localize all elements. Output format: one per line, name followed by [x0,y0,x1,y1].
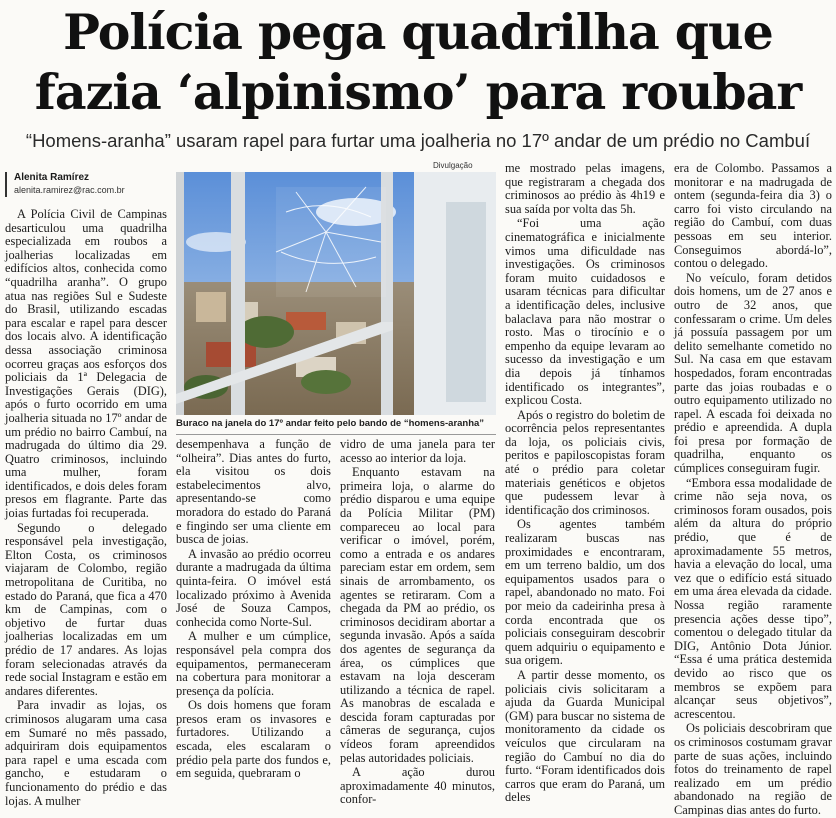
article-column-4 [505,161,665,805]
paragraph: Os dois homens que foram presos eram os invasores e furtadores. Utilizando a escada, eles escalaram o prédio pela parte dos fundos e, em seguida, quebraram o [176,698,331,781]
paragraph: A ação durou aproximadamente 40 minutos, confor- [340,765,495,807]
photo-credit: Divulgação [433,161,473,170]
article-column-2 [176,438,331,792]
headline [0,2,836,122]
paragraph: A mulher e um cúmplice, responsável pela compra dos equipamentos, permaneceram na cobertura para monitorar a presença da polícia. [176,629,331,698]
paragraph: Enquanto estavam na primeira loja, o alarme do prédio disparou e uma equipe da Polícia Militar (PM) compareceu ao local para verificar o imóvel, porém, como a entrada e os andares pareciam estar em ordem, sem sinais de arrombamento, os agentes se retiraram. Com a chegada da PM ao prédio, os criminosos decidiram abortar a segunda invasão. Após a saída dos agentes de segurança da área, os cúmplices que estavam na loja desceram utilizando a técnica de rapel. As manobras de escalada e descida foram capturadas por câmeras de segurança, cujos vídeos foram apreendidos pelas autoridades policiais. [340,465,495,765]
article-column-5 [674,161,832,817]
paragraph: me mostrado pelas imagens, que registraram a chegada dos criminosos ao prédio às 4h19 e sua saída por volta das 5h. [505,161,665,216]
paragraph: Para invadir as lojas, os criminosos alugaram uma casa em Sumaré no mês passado, adquiriram dois equipamentos para rapel e uma escada com gancho, e estudaram o funcionamento do prédio e das lojas. A mulher [5,698,167,808]
paragraph: A Polícia Civil de Campinas desarticulou uma quadrilha especializada em roubos a joalherias localizadas em edifícios altos, conhecida como “quadrilha aranha”. O grupo atua nas regiões Sul e Sudeste do Brasil, utilizando escadas para escalar e rapel para descer dos locais alvo. A identificação dessa associação criminosa ocorreu graças aos esforços dos policiais da 1ª Delegacia de Investigações Gerais (DIG), após o furto ocorrido em uma joalheria situada no 17º andar de um prédio no bairro Cambuí, na madrugada do último dia 29. Quatro criminosos, incluindo uma mulher, foram identificados, e dois deles foram presos em flagrante. Parte das joias furtadas foi recuperada. [5,207,167,521]
article-column-3 [340,437,495,807]
paragraph: No veículo, foram detidos dois homens, um de 27 anos e outro de 32 anos, que confessaram o crime. Um deles já possuía passagem por um delito semelhante cometido no Sul. Na casa em que estavam hospedados, foram encontradas parte das joias roubadas e o outro equipamento utilizado no rapel. A escada foi deixada no prédio e apreendida. A dupla foi presa por formação de quadrilha, enquanto os cúmplices conseguiram fugir. [674,270,832,476]
paragraph: “Foi uma ação cinematográfica e inicialmente vimos uma dificuldade nas investigações. Os criminosos foram muito cuidadosos e usaram técnicas para dificultar a identificação deles, inclusive balaclava para não mostrar o rosto. Mas o tirocínio e o empenho da equipe levaram ao sucesso da investigação e um dia depois já tínhamos identificado os integrantes”, explicou Costa. [505,216,665,408]
paragraph: A invasão ao prédio ocorreu durante a madrugada da última quinta-feira. O imóvel está localizado próximo à Avenida José de Souza Campos, conhecida como Norte-Sul. [176,546,331,629]
headline-line-2: fazia ‘alpinismo’ para roubar [34,63,802,121]
paragraph: Segundo o delegado responsável pela investigação, Elton Costa, os criminosos viajaram de Colombo, região metropolitana de Curitiba, no estado do Paraná, que fica a 470 km de Campinas, com o objetivo de furtar duas joalherias localizadas em um prédio de 17 andares. As lojas foram selecionadas através da rede social Instagram e estão em andares diferentes. [5,520,167,698]
photo-broken-window-illustration [176,172,496,415]
caption-divider [176,434,496,435]
article-photo [176,172,496,415]
paragraph: desempenhava a função de “olheira”. Dias antes do furto, ela visitou os dois estabelecimentos alvo, apresentando-se como moradora do estado do Paraná e fingindo ser uma cliente em busca de joias. [176,437,331,547]
headline-line-1: Polícia pega quadrilha que [63,3,773,61]
byline [5,172,173,197]
paragraph: vidro de uma janela para ter acesso ao interior da loja. [340,437,495,465]
paragraph: Após o registro do boletim de ocorrência pelos representantes da loja, os policiais civis, peritos e papiloscopistas foram até o prédio para coletar materiais genéticos e objetos que pudessem levar à identificação dos criminosos. [505,407,665,517]
paragraph: “Embora essa modalidade de crime não seja nova, os criminosos foram ousados, pois além da altura do próprio prédio, que é de aproximadamente 55 metros, havia a elevação do local, uma vez que o edifício está situado em uma área elevada da cidade. Nossa região raramente presencia ações desse tipo”, comentou o delegado titular da DIG, Antônio Dota Júnior. “Essa é uma prática destemida devido ao risco que os membros se expõem para alcançar seus objetivos”, acrescentou. [674,475,832,721]
paragraph: Os policiais descobriram que os criminosos costumam gravar parte de suas ações, incluindo fotos do treinamento de rapel realizado em um prédio abandonado na região de Campinas dias antes do furto. [674,721,832,817]
paragraph: A partir desse momento, os policiais civis solicitaram a ajuda da Guarda Municipal (GM) para buscar no sistema de monitoramento da cidade os veículos que circularam na região do Cambuí no dia do furto. “Foram identificados dois carros que eram do Paraná, um deles [505,667,665,805]
subheadline: “Homens-aranha” usaram rapel para furtar uma joalheria no 17º andar de um prédio no Cambuí [25,130,811,151]
paragraph: Os agentes também realizaram buscas nas proximidades e encontraram, em um terreno baldio, um dos equipamentos usados para o rapel, abandonado no mato. Foi por meio da cadeirinha presa à corda encontrada que os policiais conseguiram descobrir quem adquiriu o equipamento e sua origem. [505,517,665,668]
paragraph: era de Colombo. Passamos a monitorar e na madrugada de ontem (segunda-feira dia 3) o carro foi visto circulando na região do Cambuí, com duas pessoas em seu interior. Conseguimos abordá-lo”, contou o delegado. [674,161,832,271]
author-email: alenita.ramirez@rac.com.br [14,185,125,195]
author-name: Alenita Ramírez [14,172,90,183]
photo-caption: Buraco na janela do 17º andar feito pelo bando de “homens-aranha” [176,418,485,429]
article-column-1 [5,207,167,808]
